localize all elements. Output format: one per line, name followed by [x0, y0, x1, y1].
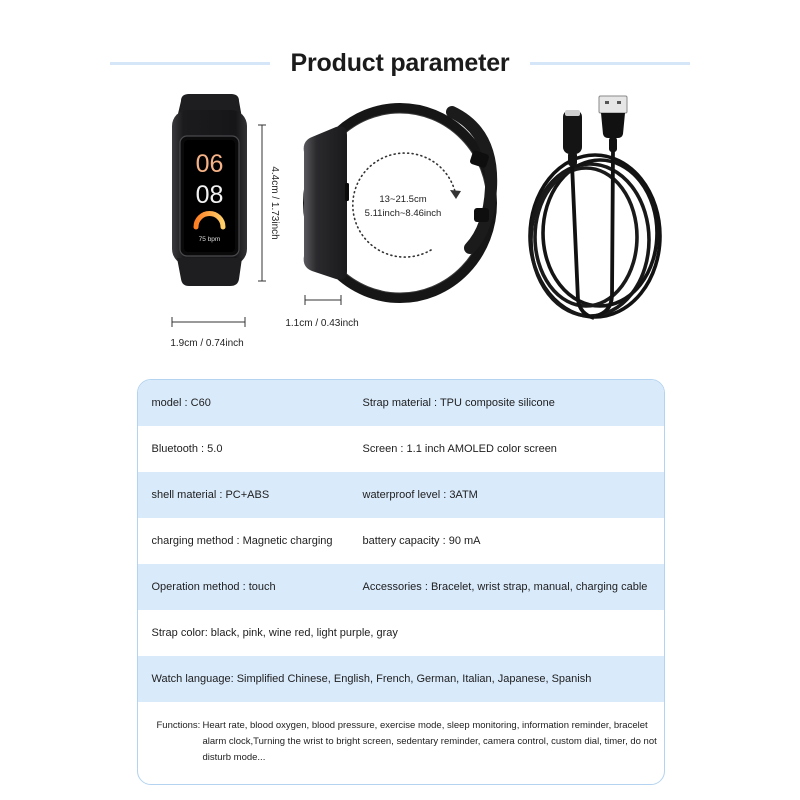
spec-bluetooth: Bluetooth : 5.0: [151, 443, 223, 455]
band-strap-bottom: [177, 258, 242, 286]
spec-strap-material: Strap material : TPU composite silicone: [362, 397, 555, 409]
magnetic-head-contact: [565, 110, 580, 116]
screen-minute: 08: [195, 181, 224, 209]
charging-cable-icon: [530, 96, 660, 318]
page-title: Product parameter: [290, 49, 510, 77]
width-dimension: [170, 317, 245, 349]
usb-plug-hole-right: [617, 101, 621, 104]
spec-row: [138, 426, 664, 472]
spec-accessories: Accessories : Bracelet, wrist strap, manual, charging cable: [362, 581, 648, 593]
cable-magnetic-lead: [572, 164, 594, 318]
functions-label: Functions:: [156, 720, 201, 731]
watch-body-side: [304, 126, 347, 279]
wrist-range-inch: 5.11inch~8.46inch: [364, 208, 442, 219]
spec-row: [138, 518, 664, 564]
thickness-label: 1.1cm / 0.43inch: [285, 318, 359, 329]
spec-shell-material: shell material : PC+ABS: [151, 489, 270, 501]
spec-table: [137, 379, 665, 785]
height-label: 4.4cm / 1.73inch: [269, 166, 280, 240]
cable-coil-4: [535, 168, 637, 306]
strap-clasp: [474, 208, 489, 222]
thickness-dimension: [285, 295, 358, 329]
cable-coil-3: [543, 160, 657, 306]
height-dimension: [258, 125, 280, 281]
spec-watch-language: Watch language: Simplified Chinese, English, French, German, Italian, Japanese, Spanish: [151, 673, 592, 685]
side-button: [345, 183, 349, 201]
spec-row: [138, 610, 664, 656]
spec-row: [138, 380, 664, 426]
usb-plug-hole-left: [605, 101, 609, 104]
screen-heart-rate: 75 bpm: [198, 236, 221, 243]
usb-plug-body: [601, 113, 625, 138]
screen-hour: 06: [195, 150, 224, 178]
band-side-view: [285, 108, 492, 329]
spec-row: [138, 656, 664, 702]
width-label: 1.9cm / 0.74inch: [170, 338, 244, 349]
spec-battery-capacity: battery capacity : 90 mA: [362, 535, 481, 547]
spec-screen: Screen : 1.1 inch AMOLED color screen: [362, 443, 557, 455]
spec-charging-method: charging method : Magnetic charging: [151, 535, 333, 547]
magnetic-strain-relief: [568, 152, 577, 166]
spec-operation-method: Operation method : touch: [151, 581, 276, 593]
band-front-view: [170, 94, 280, 349]
spec-model: model : C60: [151, 397, 211, 409]
wrist-range-arrowhead: [450, 190, 461, 199]
spec-waterproof-level: waterproof level : 3ATM: [362, 489, 478, 501]
wrist-range-arrow: [353, 153, 455, 257]
spec-strap-color: Strap color: black, pink, wine red, light purple, gray: [151, 627, 398, 639]
wrist-range-cm: 13~21.5cm: [379, 194, 427, 205]
spec-row-functions: [138, 702, 664, 783]
functions-text: Heart rate, blood oxygen, blood pressure, exercise mode, sleep monitoring, information reminder, bracelet alarm clock,Turning the wrist to bright screen, sedentary reminder, camera control, custom dial, timer, do not disturb mode...: [202, 720, 657, 763]
spec-row: [138, 564, 664, 610]
usb-plug-metal: [599, 96, 627, 113]
product-views: [0, 0, 800, 370]
spec-row: [138, 472, 664, 518]
magnetic-head: [563, 110, 582, 154]
usb-strain-relief: [609, 137, 617, 152]
